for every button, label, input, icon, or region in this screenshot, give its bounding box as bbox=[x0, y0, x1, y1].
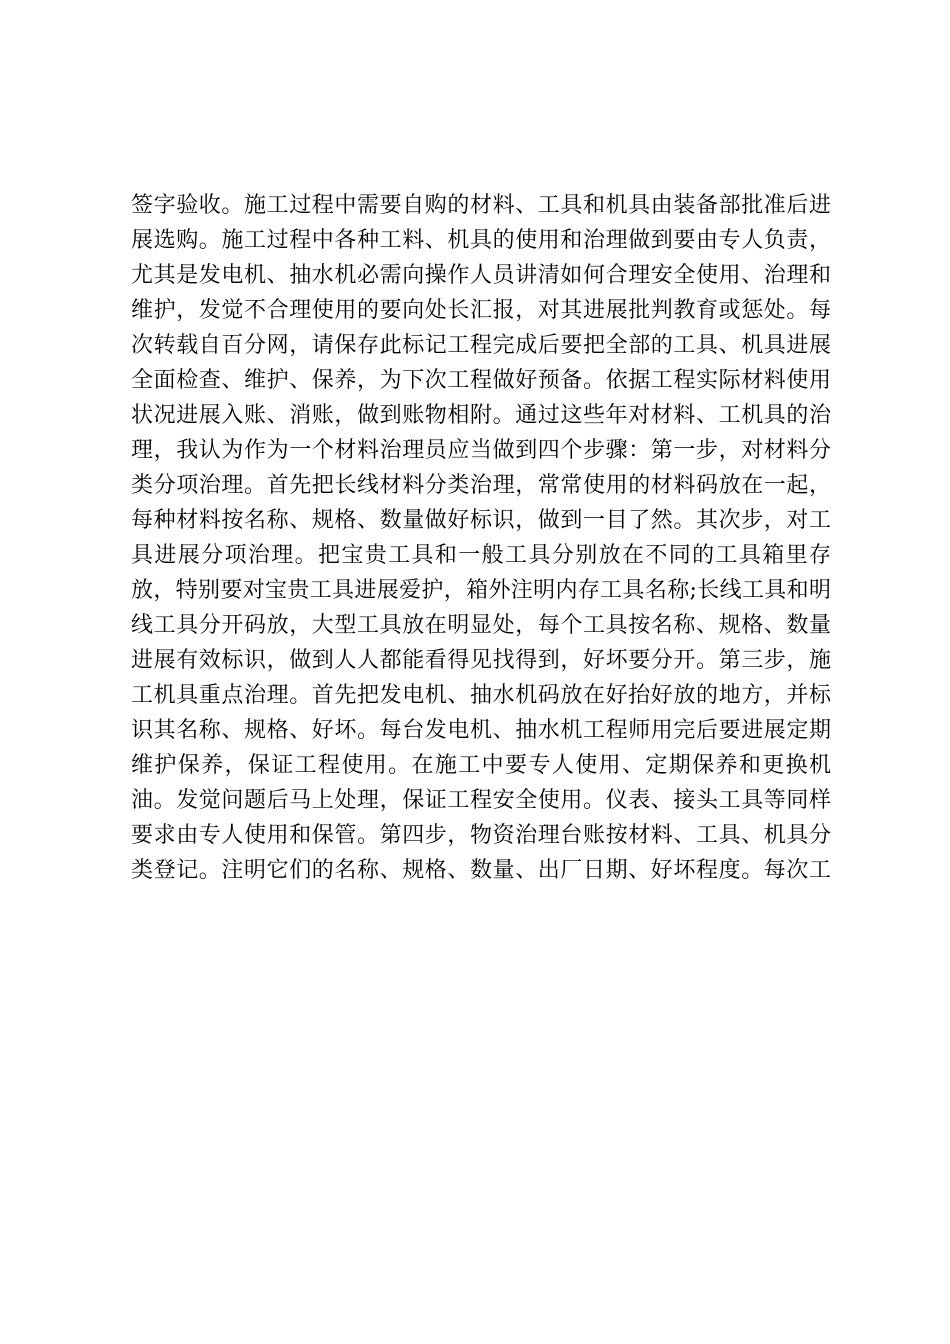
text-line: 尤其是发电机、抽水机必需向操作人员讲清如何合理安全使用、治理和 bbox=[131, 263, 831, 288]
text-line: 进展有效标识，做到人人都能看得见找得到，好坏要分开。第三步，施 bbox=[131, 648, 831, 673]
text-line: 具进展分项治理。把宝贵工具和一般工具分别放在不同的工具箱里存 bbox=[131, 543, 831, 568]
text-line: 工机具重点治理。首先把发电机、抽水机码放在好抬好放的地方，并标 bbox=[131, 683, 831, 708]
text-line: 状况进展入账、消账，做到账物相附。通过这些年对材料、工机具的治 bbox=[131, 403, 831, 428]
text-line: 维护保养，保证工程使用。在施工中要专人使用、定期保养和更换机 bbox=[131, 753, 831, 778]
text-line: 放，特别要对宝贵工具进展爱护，箱外注明内存工具名称;长线工具和明 bbox=[131, 578, 831, 603]
text-line: 类分项治理。首先把长线材料分类治理，常常使用的材料码放在一起， bbox=[131, 473, 831, 498]
text-line: 次转载自百分网，请保存此标记工程完成后要把全部的工具、机具进展 bbox=[131, 333, 831, 358]
text-line: 理，我认为作为一个材料治理员应当做到四个步骤：第一步，对材料分 bbox=[131, 438, 831, 463]
text-line: 线工具分开码放，大型工具放在明显处，每个工具按名称、规格、数量 bbox=[131, 613, 831, 638]
text-line: 要求由专人使用和保管。第四步，物资治理台账按材料、工具、机具分 bbox=[131, 823, 831, 848]
text-line: 全面检查、维护、保养，为下次工程做好预备。依据工程实际材料使用 bbox=[131, 368, 831, 393]
body-text bbox=[131, 188, 831, 888]
text-line: 维护，发觉不合理使用的要向处长汇报，对其进展批判教育或惩处。每 bbox=[131, 298, 831, 323]
text-line: 签字验收。施工过程中需要自购的材料、工具和机具由装备部批准后进 bbox=[131, 193, 831, 218]
text-line: 识其名称、规格、好坏。每台发电机、抽水机工程师用完后要进展定期 bbox=[131, 718, 831, 743]
text-line: 油。发觉问题后马上处理，保证工程安全使用。仪表、接头工具等同样 bbox=[131, 788, 831, 813]
text-line: 类登记。注明它们的名称、规格、数量、出厂日期、好坏程度。每次工 bbox=[131, 858, 831, 883]
text-line: 每种材料按名称、规格、数量做好标识，做到一目了然。其次步，对工 bbox=[131, 508, 831, 533]
text-line: 展选购。施工过程中各种工料、机具的使用和治理做到要由专人负责， bbox=[131, 228, 831, 253]
